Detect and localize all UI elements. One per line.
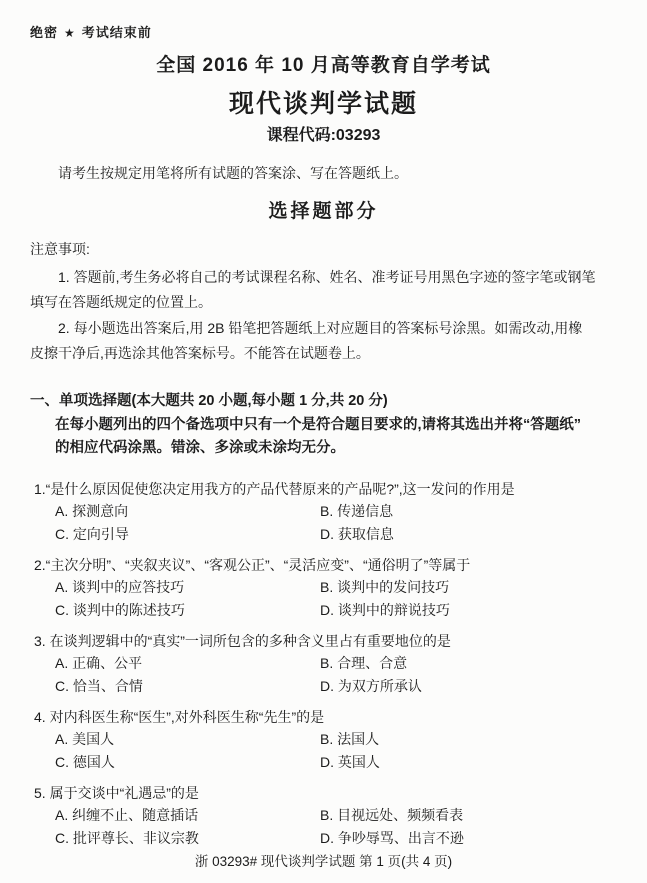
option-a: A. 正确、公平 (55, 655, 143, 671)
option-d: D. 争吵辱骂、出言不逊 (320, 829, 464, 846)
question-2 (34, 554, 627, 621)
option-c: C. 批评尊长、非议宗教 (55, 829, 199, 846)
question-4 (34, 706, 627, 773)
section-one-header (30, 390, 621, 461)
question-stem: 4. 对内科医生称“医生”,对外科医生称“先生”的是 (34, 709, 325, 725)
option-d: D. 获取信息 (320, 525, 394, 542)
question-stem: 3. 在谈判逻辑中的“真实”一词所包含的多种含义里占有重要地位的是 (34, 633, 451, 649)
question-stem: 5. 属于交谈中“礼遇忌”的是 (34, 785, 199, 801)
notice-section (30, 237, 621, 367)
option-b: B. 合理、合意 (320, 655, 408, 671)
question-options (55, 804, 627, 849)
section-one-subheading-line-1: 在每小题列出的四个备选项中只有一个是符合题目要求的,请将其选出并将“答题纸” (55, 416, 582, 433)
option-d: D. 英国人 (320, 753, 380, 770)
option-d: D. 为双方所承认 (320, 677, 422, 694)
option-b: B. 目视远处、频频看表 (320, 807, 464, 823)
question-options (55, 652, 627, 697)
option-c: C. 谈判中的陈述技巧 (55, 601, 185, 618)
option-a: A. 探测意向 (55, 503, 129, 519)
page-footer: 浙 03293# 现代谈判学试题 第 1 页(共 4 页) (194, 854, 453, 869)
question-5 (34, 782, 627, 849)
part-title: 选择题部分 (268, 201, 379, 222)
question-1 (34, 478, 627, 545)
exam-title: 现代谈判学试题 (228, 90, 418, 118)
option-c: C. 德国人 (55, 753, 115, 770)
option-b: B. 法国人 (320, 731, 380, 747)
notice-item-2-line-2: 皮擦干净后,再选涂其他答案标号。不能答在试题卷上。 (30, 345, 370, 361)
question-stem: 2.“主次分明”、“夹叙夹议”、“客观公正”、“灵活应变”、“通俗明了”等属于 (34, 557, 471, 573)
star-icon: ★ (64, 26, 76, 40)
pen-instruction: 请考生按规定用笔将所有试题的答案涂、写在答题纸上。 (58, 165, 408, 181)
question-options (55, 576, 627, 621)
section-one-subheading-line-2: 的相应代码涂黑。错涂、多涂或未涂均无分。 (55, 440, 345, 456)
option-b: B. 谈判中的发问技巧 (320, 579, 450, 595)
option-c: C. 定向引导 (55, 525, 129, 542)
course-code: 课程代码:03293 (266, 127, 381, 144)
question-3 (34, 630, 627, 697)
notice-item-1-line-1: 1. 答题前,考生务必将自己的考试课程名称、姓名、准考证号用黑色字迹的签字笔或钢笔 (58, 268, 596, 285)
exam-session-title: 全国 2016 年 10 月高等教育自学考试 (156, 55, 491, 76)
classification-level: 绝密 (30, 25, 59, 40)
notice-item-1-line-2: 填写在答题纸规定的位置上。 (30, 294, 212, 310)
option-a: A. 美国人 (55, 731, 115, 747)
classification-banner (30, 22, 152, 41)
notice-title: 注意事项: (30, 241, 90, 257)
notice-item-2-line-1: 2. 每小题选出答案后,用 2B 铅笔把答题纸上对应题目的答案标号涂黑。如需改动,用橡 (58, 319, 583, 336)
question-options (55, 728, 627, 773)
option-d: D. 谈判中的辩说技巧 (320, 601, 450, 618)
question-stem: 1.“是什么原因促使您决定用我方的产品代替原来的产品呢?”,这一发问的作用是 (34, 481, 515, 497)
option-b: B. 传递信息 (320, 503, 394, 519)
question-list (34, 478, 627, 858)
option-c: C. 恰当、合情 (55, 677, 143, 694)
classification-note: 考试结束前 (81, 25, 152, 40)
option-a: A. 纠缠不止、随意插话 (55, 807, 199, 823)
section-one-heading: 一、单项选择题(本大题共 20 小题,每小题 1 分,共 20 分) (30, 393, 388, 409)
option-a: A. 谈判中的应答技巧 (55, 579, 185, 595)
question-options (55, 500, 627, 545)
